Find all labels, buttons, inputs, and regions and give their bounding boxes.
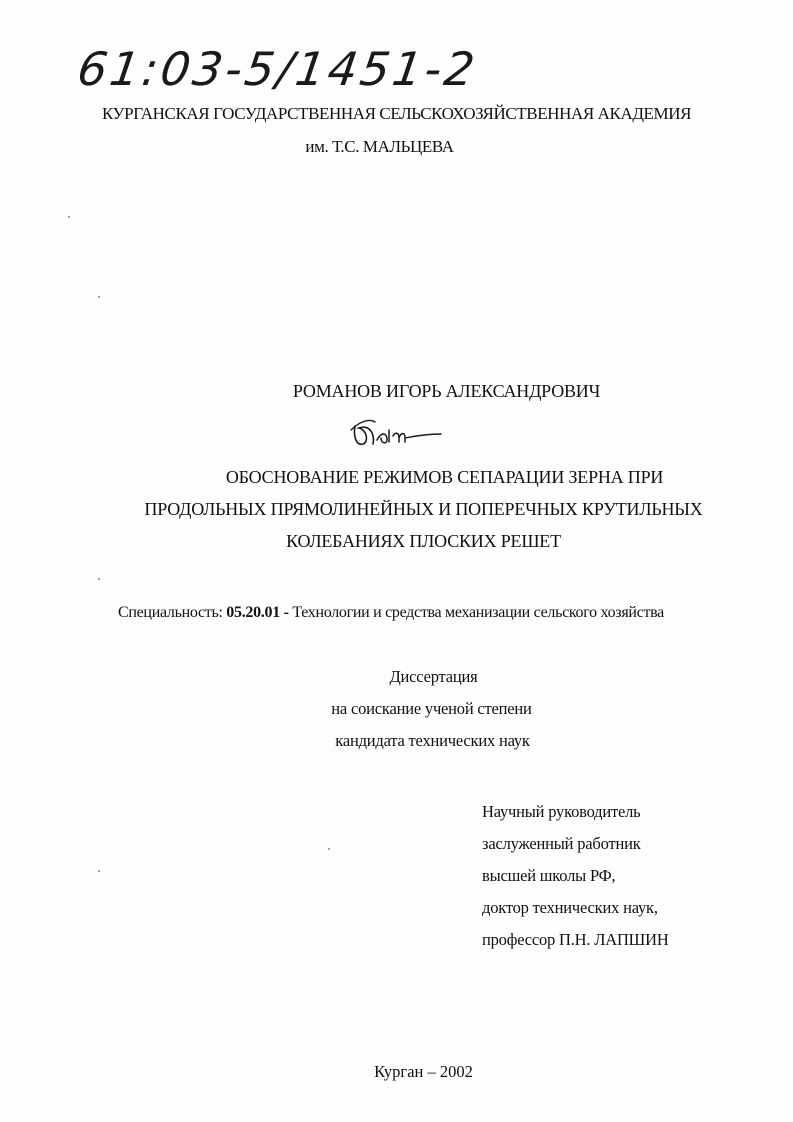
dissertation-line-1: Диссертация: [389, 667, 478, 686]
author-signature: [345, 408, 445, 452]
scan-speck: [68, 216, 70, 218]
thesis-title-line-3: КОЛЕБАНИЯХ ПЛОСКИХ РЕШЕТ: [286, 531, 561, 551]
institution-named-after: им. Т.С. МАЛЬЦЕВА: [305, 137, 454, 156]
advisor-line-1: Научный руководитель: [482, 802, 641, 821]
archive-code-handwritten: 61:03-5/1451-2: [74, 42, 481, 96]
place-and-year: Курган – 2002: [374, 1062, 473, 1081]
advisor-line-4: доктор технических наук,: [482, 898, 658, 917]
author-name: РОМАНОВ ИГОРЬ АЛЕКСАНДРОВИЧ: [292, 381, 601, 401]
thesis-title-line-2: ПРОДОЛЬНЫХ ПРЯМОЛИНЕЙНЫХ И ПОПЕРЕЧНЫХ КРУТИЛЬНЫХ: [144, 499, 703, 519]
institution-name: КУРГАНСКАЯ ГОСУДАРСТВЕННАЯ СЕЛЬСКОХОЗЯЙСТВЕННАЯ АКАДЕМИЯ: [101, 104, 692, 123]
scan-speck: [98, 578, 100, 580]
advisor-line-2: заслуженный работник: [482, 834, 641, 853]
advisor-line-5: профессор П.Н. ЛАПШИН: [482, 930, 669, 949]
advisor-line-3: высшей школы РФ,: [482, 866, 616, 885]
specialty-label: Специальность:: [118, 604, 223, 621]
thesis-title-line-1: ОБОСНОВАНИЕ РЕЖИМОВ СЕПАРАЦИИ ЗЕРНА ПРИ: [225, 467, 664, 487]
scan-speck: [98, 296, 100, 298]
dissertation-line-2: на соискание ученой степени: [331, 699, 532, 718]
scan-speck: [328, 848, 330, 850]
specialty-line: [118, 604, 664, 622]
dissertation-line-3: кандидата технических наук: [335, 731, 530, 750]
scan-speck: [98, 870, 100, 872]
specialty-name: Технологии и средства механизации сельского хозяйства: [292, 604, 664, 621]
specialty-code: 05.20.01 -: [226, 604, 289, 621]
